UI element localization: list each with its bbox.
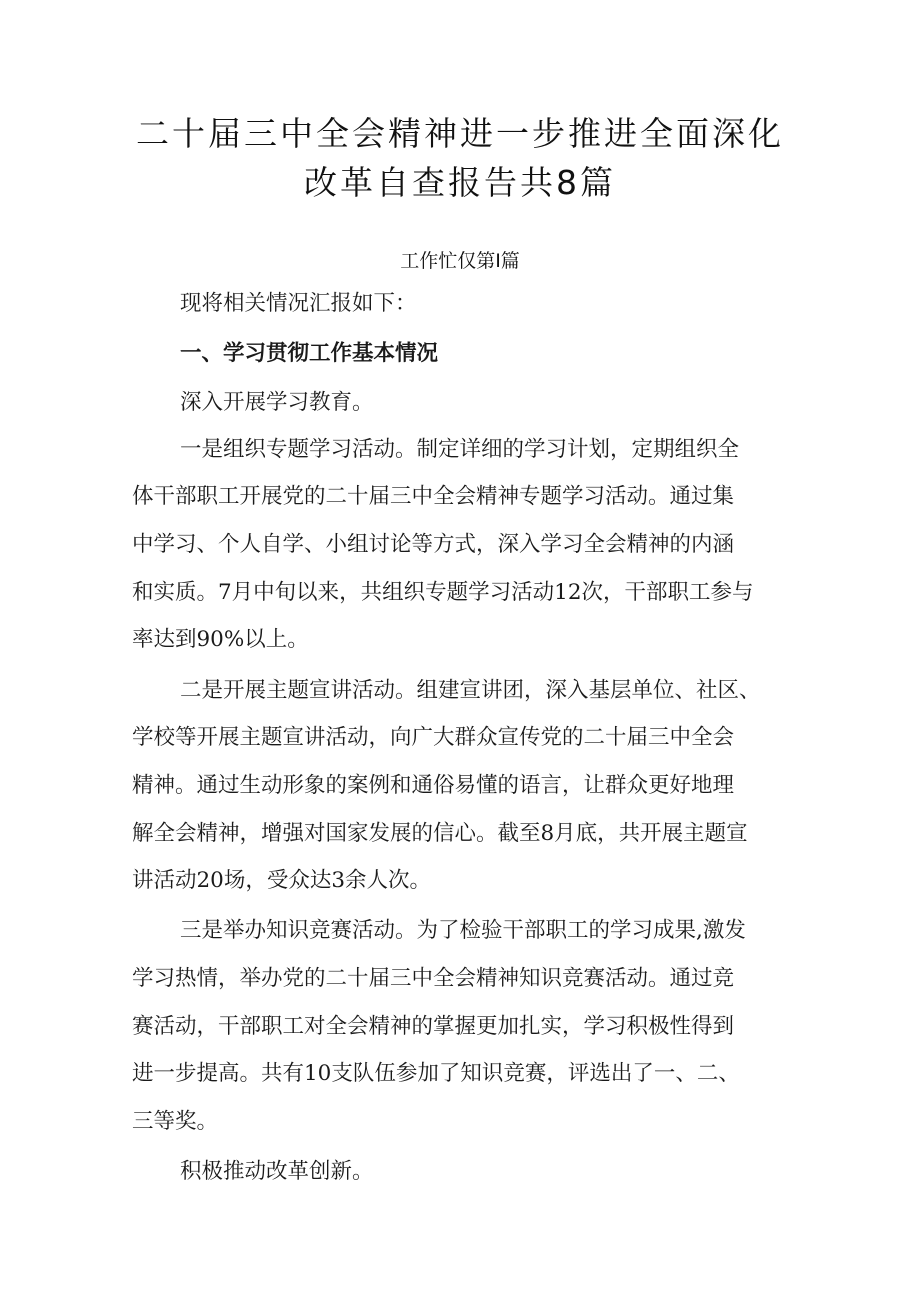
paragraph-3-line-3: 赛活动，干部职工对全会精神的掌握更加扎实，学习积极性得到: [132, 1014, 735, 1039]
paragraph-3-line-2: 学习热情，举办党的二十届三中全会精神知识竞赛活动。通过竞: [132, 966, 735, 991]
intro-paragraph: 现将相关情况汇报如下：: [180, 291, 417, 316]
paragraph-1-line-2: 体干部职工开展党的二十届三中全会精神专题学习活动。通过集: [132, 484, 735, 509]
paragraph-2-line-1: 二是开展主题宣讲活动。组建宣讲团，深入基层单位、社区、: [180, 678, 761, 703]
paragraph-1-line-1: 一是组织专题学习活动。制定详细的学习计划，定期组织全: [180, 437, 740, 462]
subsection-heading-2: 积极推动改革创新。: [180, 1159, 374, 1184]
document-title-line-2: 改革自查报告共8篇: [304, 163, 616, 202]
paragraph-2-line-5: 讲活动20场，受众达3余人次。: [132, 868, 432, 893]
document-title-line-1: 二十届三中全会精神进一步推进全面深化: [136, 114, 784, 153]
paragraph-2-line-3: 精神。通过生动形象的案例和通俗易懂的语言，让群众更好地理: [132, 773, 735, 798]
paragraph-1-line-3: 中学习、个人自学、小组讨论等方式，深入学习全会精神的内涵: [132, 532, 735, 557]
document-subtitle: 工作忙仅第Ⅰ篇: [400, 250, 520, 272]
paragraph-3-line-4: 进一步提高。共有10支队伍参加了知识竞赛，评选出了一、二、: [132, 1061, 740, 1086]
paragraph-3-line-5: 三等奖。: [132, 1109, 219, 1134]
paragraph-1-line-5: 率达到90%以上。: [132, 627, 309, 652]
paragraph-1-line-4: 和实质。7月中旬以来，共组织专题学习活动12次，干部职工参与: [132, 580, 754, 605]
paragraph-2-line-2: 学校等开展主题宣讲活动，向广大群众宣传党的二十届三中全会: [132, 725, 735, 750]
paragraph-3-line-1: 三是举办知识竞赛活动。为了检验干部职工的学习成果,激发: [180, 918, 746, 943]
paragraph-2-line-4: 解全会精神，增强对国家发展的信心。截至8月底，共开展主题宣: [132, 821, 748, 846]
section-heading-1: 一、学习贯彻工作基本情况: [180, 341, 439, 366]
subsection-heading-1: 深入开展学习教育。: [180, 390, 374, 415]
